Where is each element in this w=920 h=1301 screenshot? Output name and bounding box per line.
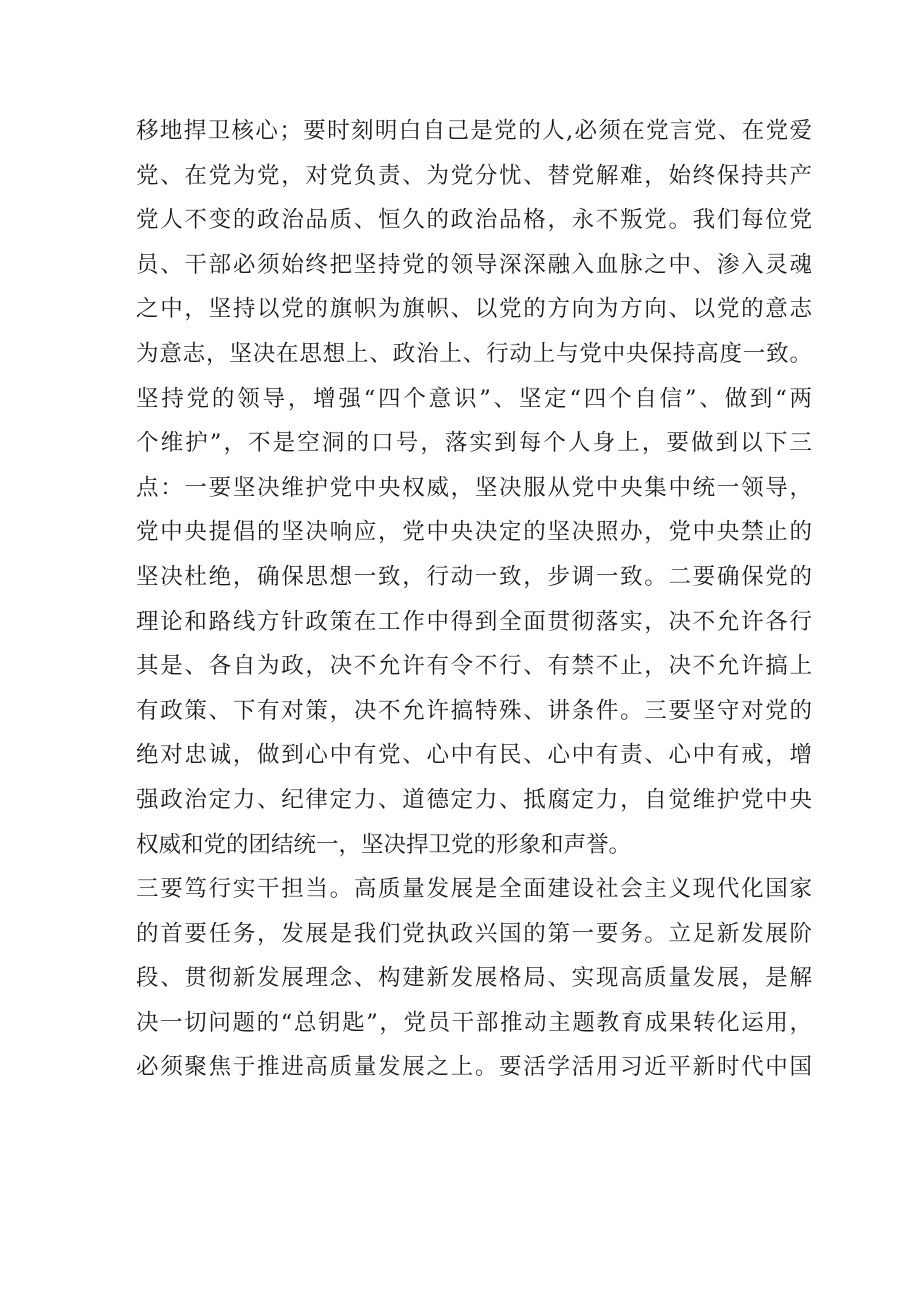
text-line: 之中，坚持以党的旗帜为旗帜、以党的方向为方向、以党的意志 [136,296,812,323]
body-text [136,109,812,1090]
text-line: 权威和党的团结统一，坚决捍卫党的形象和声誉。 [136,831,632,858]
text-line: 党人不变的政治品质、恒久的政治品格，永不叛党。我们每位党 [136,207,812,234]
text-line: 坚持党的领导，增强“四个意识”、坚定“四个自信”、做到“两 [136,385,812,412]
text-line: 党、在党为党，对党负责、为党分忧、替党解难，始终保持共产 [136,162,812,189]
text-line: 决一切问题的“总钥匙”，党员干部推动主题教育成果转化运用， [136,1009,812,1036]
text-line: 个维护”，不是空洞的口号，落实到每个人身上，要做到以下三 [136,430,812,457]
text-line: 员、干部必须始终把坚持党的领导深深融入血脉之中、渗入灵魂 [136,251,812,278]
text-line: 有政策、下有对策，决不允许搞特殊、讲条件。三要坚守对党的 [136,697,812,724]
text-line: 强政治定力、纪律定力、道德定力、抵腐定力，自觉维护党中央 [136,786,812,813]
text-line: 绝对忠诚，做到心中有党、心中有民、心中有责、心中有戒，增 [136,742,812,769]
text-line: 党中央提倡的坚决响应，党中央决定的坚决照办，党中央禁止的 [136,519,812,546]
text-line: 其是、各自为政，决不允许有令不行、有禁不止，决不允许搞上 [136,653,812,680]
text-line: 点：一要坚决维护党中央权威，坚决服从党中央集中统一领导， [136,474,812,501]
text-line: 移地捍卫核心；要时刻明白自己是党的人,必须在党言党、在党爱 [136,118,812,144]
text-line: 三要笃行实干担当。高质量发展是全面建设社会主义现代化国家 [136,876,812,903]
text-line: 坚决杜绝，确保思想一致，行动一致，步调一致。二要确保党的 [136,563,812,590]
text-line: 理论和路线方针政策在工作中得到全面贯彻落实，决不允许各行 [136,608,812,635]
text-line: 为意志，坚决在思想上、政治上、行动上与党中央保持高度一致。 [136,340,812,367]
text-line: 的首要任务，发展是我们党执政兴国的第一要务。立足新发展阶 [136,920,812,947]
text-line: 段、贯彻新发展理念、构建新发展格局、实现高质量发展，是解 [136,965,812,992]
text-line: 必须聚焦于推进高质量发展之上。要活学活用习近平新时代中国 [136,1054,812,1081]
